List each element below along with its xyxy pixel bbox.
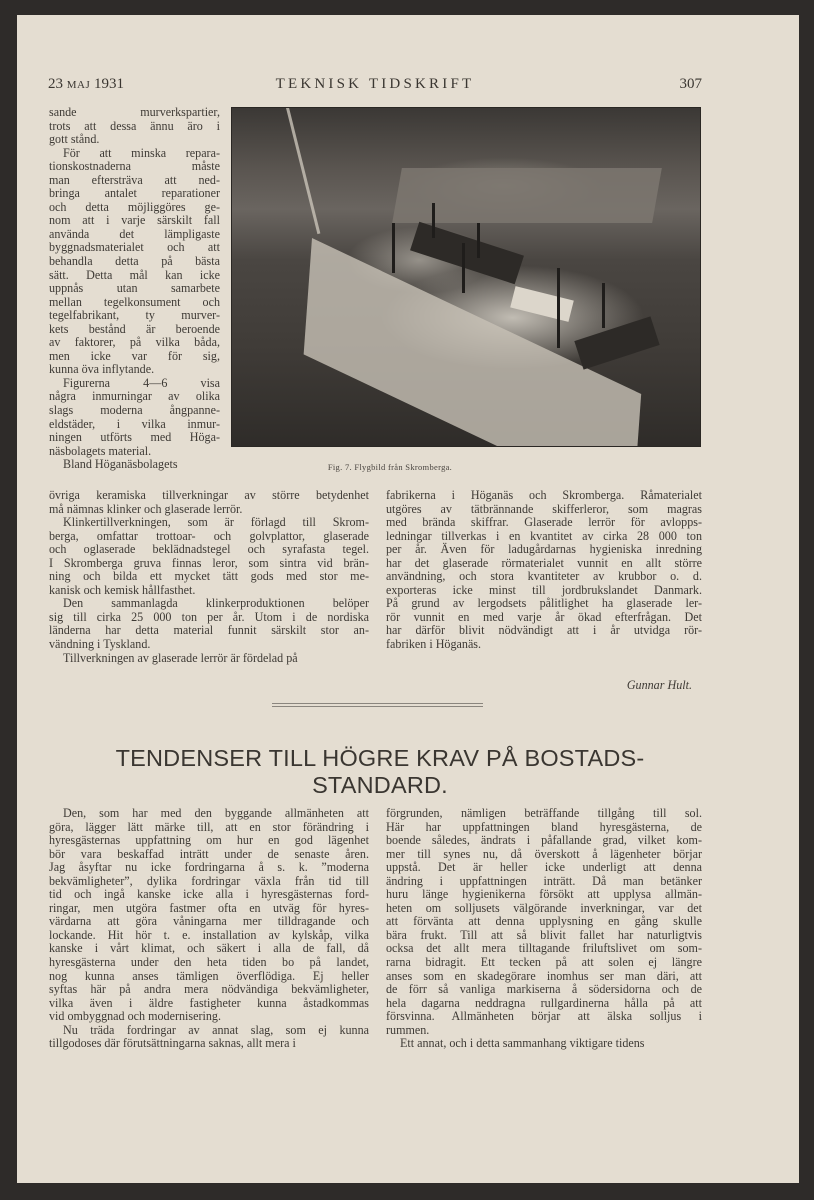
headline-line-2: STANDARD. (312, 772, 448, 798)
author-signature: Gunnar Hult. (626, 678, 692, 692)
text-line: göra, lägger lätt märke till, att en stor förändring i (49, 819, 369, 834)
text-line: trots att dessa ännu äro i (49, 118, 220, 133)
text-line: Nu träda fordringar av annat slag, som ej kunna (63, 1022, 369, 1037)
journal-title: TEKNISK TIDSKRIFT (275, 76, 475, 92)
text-line: För att minska repara- (63, 145, 220, 160)
text-line: ning och bilda ett mycket tätt gods med stor me- (49, 569, 369, 584)
text-line: tid och ingå kanske icke alla i hyresgästernas ford- (49, 887, 369, 902)
running-head (48, 76, 702, 94)
headline-line-1: TENDENSER TILL HÖGRE KRAV PÅ BOSTADS- (115, 745, 645, 771)
text-line: Ett annat, och i detta sammanhang viktigare tidens (400, 1036, 645, 1051)
page-number: 307 (679, 76, 702, 92)
text-line: tionskostnaderna måste (49, 159, 220, 174)
text-line: vilka även i äldre fastigheter kunna åstadkommas (49, 995, 369, 1010)
text-line: må nämnas klinker och glaserade lerrör. (49, 501, 243, 516)
article2-headline (60, 745, 700, 799)
text-line: nom att i varje särskilt fall (49, 213, 220, 228)
text-line: av faktorer, på vilka båda, (49, 335, 220, 350)
text-line: tillgodoses där förutsättningarna saknas, allt mera i (49, 1036, 296, 1051)
text-line: Figurerna 4—6 visa (63, 375, 220, 390)
text-line: använda det lämpligaste (49, 226, 220, 241)
date-day: 23 (48, 76, 63, 92)
text-line: de förr så vanliga markiserna å södersidorna och de (386, 982, 702, 997)
text-line: ledningar tillverkas i en kvantitet av cirka 28 000 ton (386, 528, 702, 543)
text-line: hyresgästerna under den heta tiden bo på landet, (49, 955, 369, 970)
text-line: bekvämligheter”, dylika fordringar växla från tid till (49, 873, 369, 888)
text-line: tegelfabrikant, ty murver- (49, 308, 220, 323)
photo-chimney (557, 268, 560, 348)
text-line: man eftersträva att ned- (49, 172, 220, 187)
text-line: mellan tegelkonsument och (49, 294, 220, 309)
text-line: fabriken i Höganäs. (386, 637, 482, 652)
text-line: slags moderna ångpanne- (49, 403, 220, 418)
article-separator-rule (272, 703, 483, 707)
text-line: hela dagarna neddragna rullgardinerna hålla på att (386, 995, 702, 1010)
text-line: eldstäder, i vilka inmur- (49, 416, 220, 431)
text-line: med brända skiffrar. Glaserade lerrör för avlopps- (386, 515, 702, 530)
text-line: syftas här på andra mera nödvändiga bekvämligheter, (49, 982, 369, 997)
photo-building (510, 286, 574, 322)
text-line: byggnadsmaterialet och att (49, 240, 220, 255)
text-line: försvinna. Allmänheten börjar att älska solljus i (386, 1009, 702, 1024)
text-line: lockande. Hit hör t. e. installation av kylskåp, vilka (49, 927, 369, 942)
text-line: har därför blivit nödvändigt att i år utvidga rör- (386, 623, 702, 638)
article2-left-column (49, 807, 369, 1051)
photo-chimney (432, 203, 435, 238)
text-line: vändning i Tyskland. (49, 637, 151, 652)
text-line: heten om solljusets välgörande inverkningar, var det (386, 900, 702, 915)
text-line: bör vara beskaffad inträtt under de senaste åren. (49, 846, 369, 861)
text-line: behandla detta på bästa (49, 254, 220, 269)
text-line: några inmurningar av olika (49, 389, 220, 404)
photo-chimney (392, 223, 395, 273)
text-line: nog kunna anses tämligen överflödiga. Ej heller (49, 968, 369, 983)
article2-right-column (386, 807, 702, 1051)
text-line: bära frukt. Till att så blivit fallet har naturligtvis (386, 927, 702, 942)
text-line: mer till synes nu, då överskott å lägenheter börjar (386, 846, 702, 861)
text-line: bringa antalet reparationer (49, 186, 220, 201)
text-line: övriga keramiska tillverkningar av större betydenhet (49, 488, 369, 502)
text-line: vid ombyggnad och modernisering. (49, 1009, 221, 1024)
text-line: kunna öva inflytande. (49, 362, 155, 377)
text-line: Tillverkningen av glaserade lerrör är fördelad på (63, 650, 298, 665)
text-line: kanisk och kemisk hållfasthet. (49, 582, 196, 597)
text-line: Den, som har med den byggande allmänheten att (63, 806, 369, 820)
text-line: sande murverkspartier, (49, 105, 220, 119)
date-year: 1931 (94, 76, 125, 92)
photo-hall (410, 222, 524, 285)
text-line: Jag åsyftar nu icke fordringarna å s. k. ”moderna (49, 860, 369, 875)
text-line: näsbolagets material. (49, 443, 152, 458)
text-line: rör vunnit en med varje år ökad efterfrågan. Det (386, 609, 702, 624)
aerial-photo-skromberga (231, 107, 701, 447)
text-line: att förvänta att denna upplysning en gång skulle (386, 914, 702, 929)
text-line: I Skromberga gruva finnas leror, som sintra vid brän- (49, 555, 369, 570)
text-line: uppnås utan samarbete (49, 281, 220, 296)
text-line: förgrunden, nämligen beträffande tillgång till sol. (386, 806, 702, 820)
photo-chimney (602, 283, 605, 328)
text-line: Bland Höganäsbolagets (63, 457, 178, 472)
article1-narrow-column (49, 106, 220, 472)
text-line: Klinkertillverkningen, som är förlagd till Skrom- (63, 515, 369, 530)
text-line: uppstå. Det är heller icke underligt att denna (386, 860, 702, 875)
text-line: ringar, men utgöra fastmer ofta en utväg för hyres- (49, 900, 369, 915)
text-line: Här har uppfattningen bland hyresgästerna, de (386, 819, 702, 834)
text-line: utgöres av tätbrännande skifferleror, som magras (386, 501, 702, 516)
text-line: ändring i uppfattningen inträtt. Då man betänker (386, 873, 702, 888)
article1-signature (386, 679, 702, 693)
text-line: kanske i vårt klimat, och säkert i alla de fall, då (49, 941, 369, 956)
text-line: Den sammanlagda klinkerproduktionen belöper (63, 596, 369, 611)
figure-caption-text: Fig. 7. Flygbild från Skromberga. (327, 462, 453, 472)
text-line: och detta möjliggöres ge- (49, 199, 220, 214)
text-line: hyresgästernas uppfattning om hur en god lägenhet (49, 833, 369, 848)
text-line: användning, och stora kvantiteter av krubbor o. d. (386, 569, 702, 584)
text-line: fabrikerna i Höganäs och Skromberga. Råmaterialet (386, 488, 702, 502)
text-line: berga, omfattar trottoar- och golvplattor, glaserade (49, 528, 369, 543)
text-line: ningen utförts med Höga- (49, 430, 220, 445)
text-line: sig till cirka 25 000 ton per år. Utom i de nordiska (49, 609, 369, 624)
photo-hall (574, 316, 659, 369)
text-line: värdarna att göra våningarna mer tilldragande och (49, 914, 369, 929)
text-line: anses som en skadegörare inomhus ser man däri, att (386, 968, 702, 983)
photo-chimney (477, 223, 480, 258)
text-line: kets bestånd är beroende (49, 321, 220, 336)
text-line: huru länge hygienikerna försökt att upplysa allmän- (386, 887, 702, 902)
date-month: MAJ (66, 79, 91, 91)
article1-left-column (49, 489, 369, 665)
text-line: har det glaserade rörmaterialet vunnit en allt större (386, 555, 702, 570)
text-line: sätt. Detta mål kan icke (49, 267, 220, 282)
text-line: per år. Även för ladugårdarnas hygieniska inredning (386, 542, 702, 557)
photo-road (286, 107, 320, 234)
article1-right-column (386, 489, 702, 652)
text-line: rummen. (386, 1022, 430, 1037)
text-line: ocksa det allt mera tilltagande friluftslivet om som- (386, 941, 702, 956)
figure-caption (231, 462, 701, 472)
text-line: boende således, ändrats i påfallande grad, vilket kom- (386, 833, 702, 848)
text-line: och oglaserade beklädnadstegel och syrafasta tegel. (49, 542, 369, 557)
text-line: men icke var för sig, (49, 348, 220, 363)
text-line: gott stånd. (49, 132, 100, 147)
text-line: rarna bidragit. Ett tecken på att solen ej längre (386, 955, 702, 970)
text-line: På grund av lergodsets pålitlighet ha glaserade ler- (386, 596, 702, 611)
text-line: länderna har detta material funnit särskilt stor an- (49, 623, 369, 638)
text-line: exporteras icke minst till jordbrukslandet Danmark. (386, 582, 702, 597)
photo-chimney (462, 243, 465, 293)
